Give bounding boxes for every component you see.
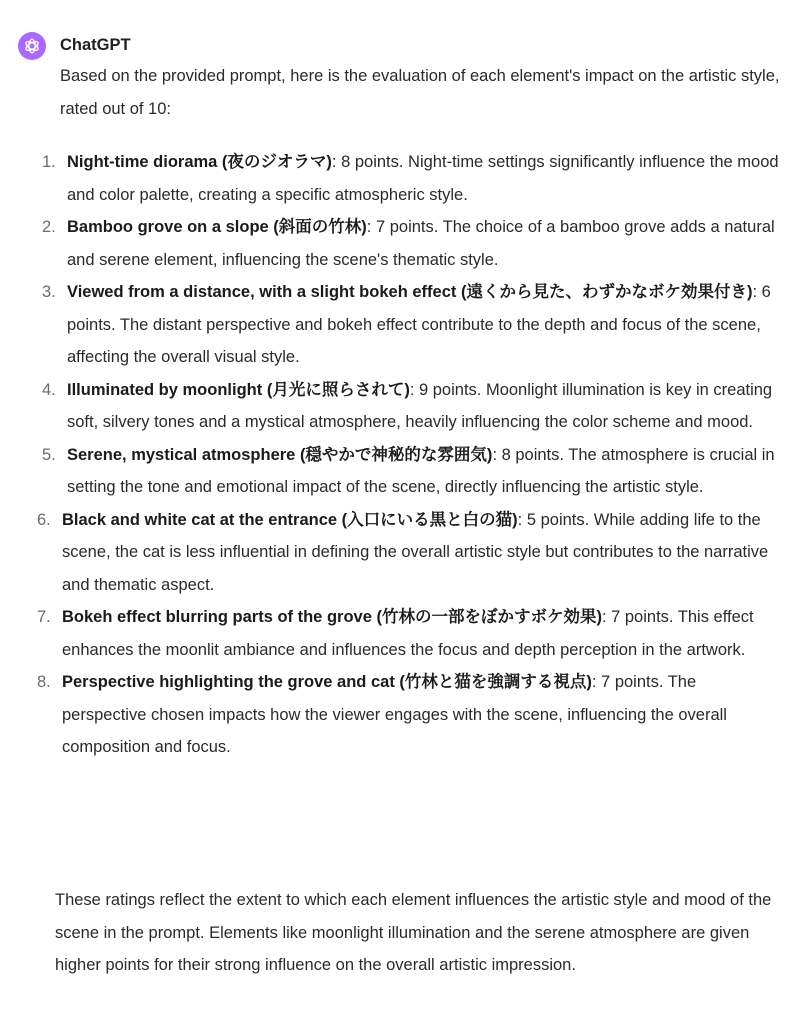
list-number: 2. — [42, 218, 56, 236]
list-number: 4. — [42, 380, 56, 399]
item-text: : 7 points. This effect enhances the moonlit ambiance and influences the focus and depth perception in the artwork. — [62, 608, 754, 659]
item-title: Night-time diorama (夜のジオラマ) — [67, 153, 332, 171]
list-number: 6. — [37, 510, 51, 529]
item-title: Perspective highlighting the grove and cat (竹林と猫を強調する視点) — [62, 673, 592, 691]
item-text: : 8 points. Night-time settings significantly influence the mood and color palette, creating a specific atmospheric style. — [67, 153, 779, 204]
list-number: 8. — [37, 673, 51, 691]
item-title: Bokeh effect blurring parts of the grove (竹林の一部をぼかすボケ効果) — [62, 608, 602, 626]
item-title: Bamboo grove on a slope (斜面の竹林) — [67, 218, 367, 236]
item-text: : 8 points. The atmosphere is crucial in setting the tone and emotional impact of the scene, directly influencing the artistic style. — [67, 445, 775, 496]
item-title: Viewed from a distance, with a slight bokeh effect (遠くから見た、わずかなボケ効果付き) — [67, 283, 753, 301]
list-item — [0, 504, 800, 602]
list-item — [0, 439, 800, 504]
message-intro: Based on the provided prompt, here is the evaluation of each element's impact on the artistic style, rated out of 10: — [60, 67, 780, 118]
message-outro: These ratings reflect the extent to which each element influences the artistic style and mood of the scene in the prompt. Elements like moonlight illumination and the serene atmosphere are given higher points for their strong influence on the overall artistic impression. — [55, 891, 772, 974]
list-number: 1. — [42, 153, 56, 171]
item-title: Illuminated by moonlight (月光に照らされて) — [67, 380, 410, 399]
list-item — [0, 374, 800, 439]
list-number: 3. — [42, 283, 56, 301]
item-text: : 9 points. Moonlight illumination is key in creating soft, silvery tones and a mystical atmosphere, heavily influencing the color scheme and mood. — [67, 380, 773, 431]
rating-list — [0, 146, 800, 764]
message-author: ChatGPT — [60, 36, 131, 54]
item-text: : 7 points. The perspective chosen impacts how the viewer engages with the scene, influencing the overall composition and focus. — [62, 673, 727, 756]
list-item — [0, 601, 800, 666]
list-item — [0, 146, 800, 211]
chatgpt-avatar — [18, 32, 46, 60]
list-number: 7. — [37, 608, 51, 626]
list-number: 5. — [42, 445, 56, 464]
openai-logo-icon — [23, 37, 41, 55]
item-title: Black and white cat at the entrance (入口にいる黒と白の猫) — [62, 510, 518, 529]
list-item — [0, 211, 800, 276]
item-text: : 5 points. While adding life to the scene, the cat is less influential in defining the overall artistic style but contributes to the narrative and thematic aspect. — [62, 510, 769, 594]
list-item — [0, 276, 800, 374]
item-title: Serene, mystical atmosphere (穏やかで神秘的な雰囲気) — [67, 445, 493, 464]
list-item — [0, 666, 800, 764]
item-text: : 7 points. The choice of a bamboo grove adds a natural and serene element, influencing the scene's thematic style. — [67, 218, 775, 269]
item-text: : 6 points. The distant perspective and bokeh effect contribute to the depth and focus of the scene, affecting the overall visual style. — [67, 283, 771, 366]
